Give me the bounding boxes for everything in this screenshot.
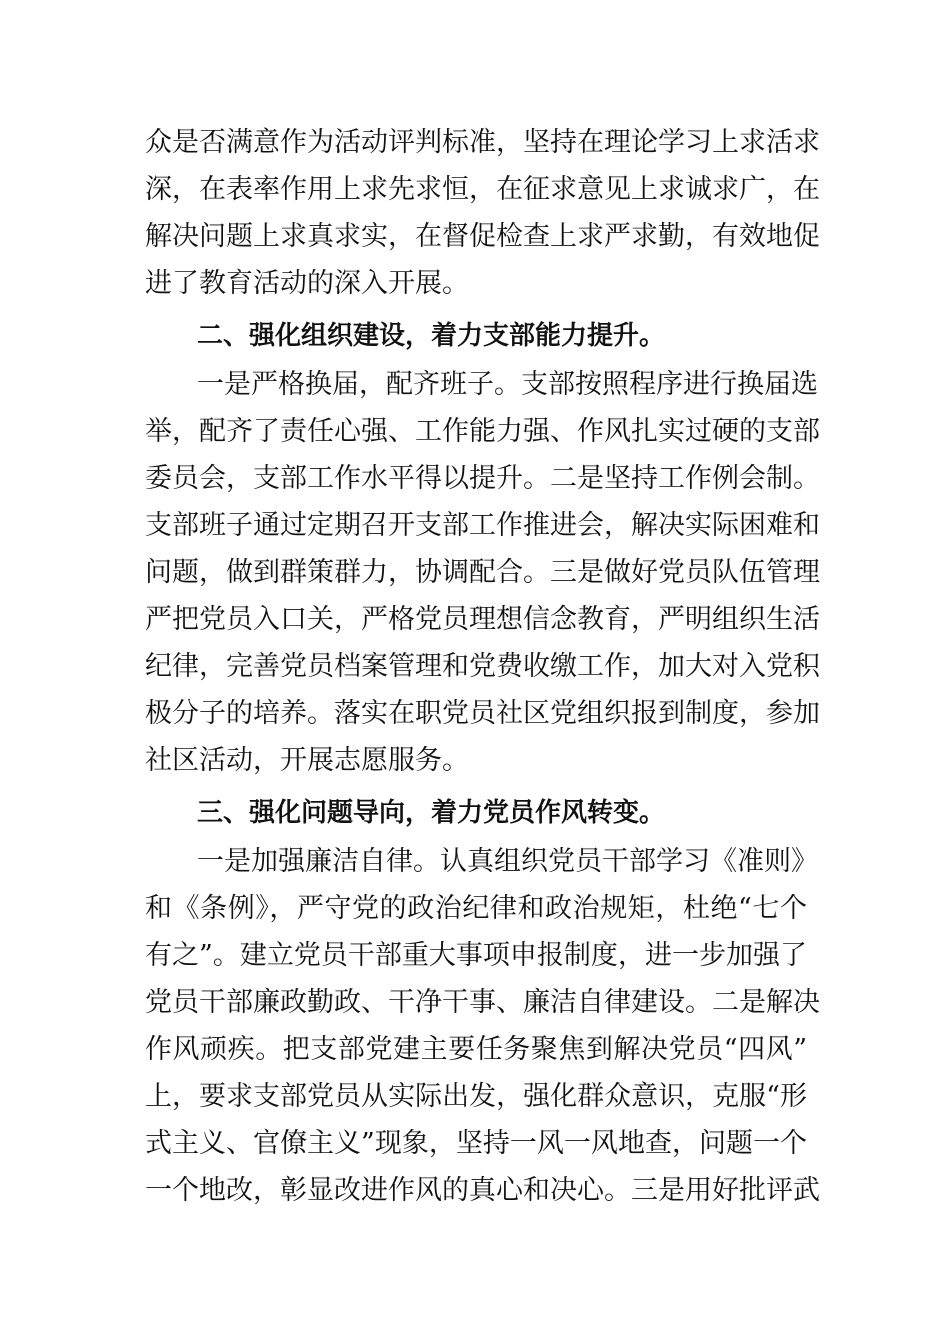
text-line: 一个地改，彰显改进作风的真心和决心。三是用好批评武 — [145, 1175, 820, 1206]
text-line: 和《条例》，严守党的政治纪律和政治规矩，杜绝“七个 — [145, 893, 807, 924]
text-line: 解决问题上求真求实，在督促检查上求严求勤，有效地促 — [145, 221, 820, 252]
text-line: 上，要求支部党员从实际出发，强化群众意识，克服“形 — [145, 1081, 807, 1112]
text-line: 一是严格换届，配齐班子。支部按照程序进行换届选 — [197, 369, 818, 400]
text-line: 极分子的培养。落实在职党员社区党组织报到制度，参加 — [145, 698, 820, 729]
section-heading: 三、强化问题导向，着力党员作风转变。 — [197, 798, 666, 828]
text-line: 众是否满意作为活动评判标准，坚持在理论学习上求活求 — [145, 127, 820, 158]
text-line: 有之”。建立党员干部重大事项申报制度，进一步加强了 — [145, 940, 807, 971]
section-heading: 二、强化组织建设，着力支部能力提升。 — [197, 321, 666, 351]
text-line: 严把党员入口关，严格党员理想信念教育，严明组织生活 — [145, 604, 820, 635]
text-line: 支部班子通过定期召开支部工作推进会，解决实际困难和 — [145, 510, 820, 541]
text-line: 深，在表率作用上求先求恒，在征求意见上求诚求广，在 — [145, 174, 820, 205]
text-line: 社区活动，开展志愿服务。 — [145, 745, 469, 776]
text-line: 纪律，完善党员档案管理和党费收缴工作，加大对入党积 — [145, 651, 820, 682]
text-line: 委员会，支部工作水平得以提升。二是坚持工作例会制。 — [145, 463, 820, 494]
text-line: 问题，做到群策群力，协调配合。三是做好党员队伍管理 — [145, 557, 820, 588]
text-line: 式主义、官僚主义”现象，坚持一风一风地查，问题一个 — [145, 1128, 807, 1159]
text-line: 举，配齐了责任心强、工作能力强、作风扎实过硬的支部 — [145, 416, 820, 447]
text-line: 党员干部廉政勤政、干净干事、廉洁自律建设。二是解决 — [145, 987, 820, 1018]
text-line: 作风顽疾。把支部党建主要任务聚焦到解决党员“四风” — [145, 1034, 807, 1065]
text-line: 进了教育活动的深入开展。 — [145, 268, 469, 299]
text-line: 一是加强廉洁自律。认真组织党员干部学习《准则》 — [197, 846, 818, 877]
